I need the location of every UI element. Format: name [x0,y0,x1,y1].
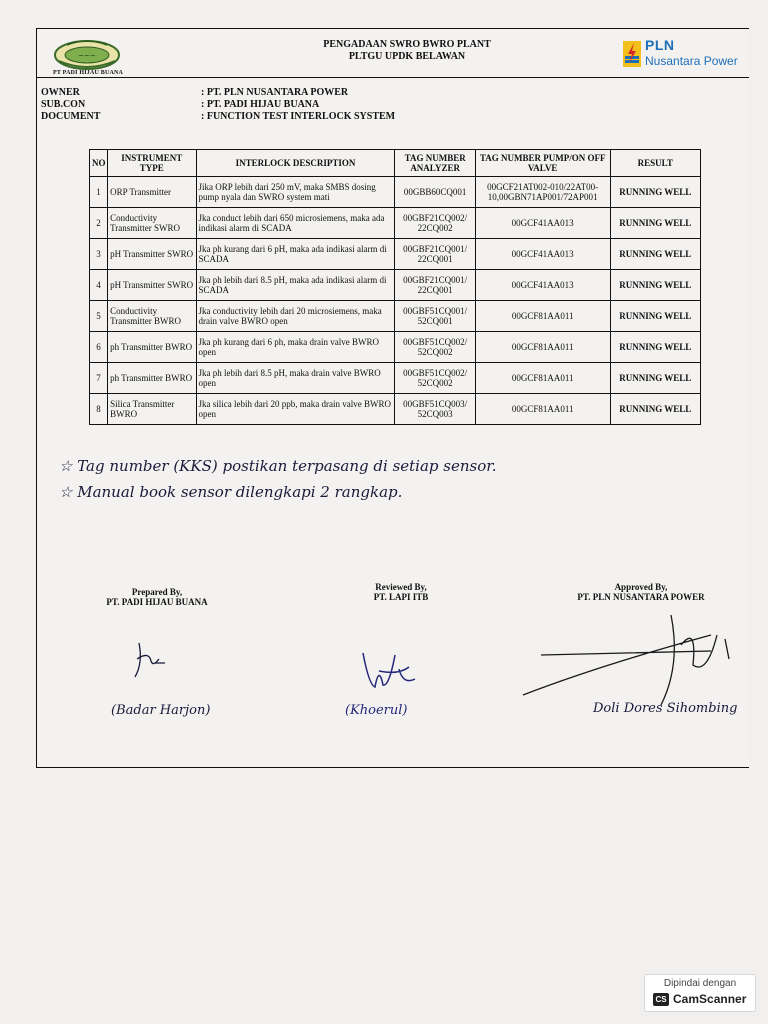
table-row [90,208,701,239]
row-interlock-description: Jka silica lebih dari 20 ppb, maka drain valve BWRO open [196,394,395,425]
row-interlock-description: Jka conductivity lebih dari 20 microsiemens, maka drain valve BWRO open [196,301,395,332]
signature-name-prepared: (Badar Harjon) [111,703,211,718]
table-row [90,270,701,301]
row-interlock-description: Jka ph lebih dari 8.5 pH, maka drain valve BWRO open [196,363,395,394]
row-instrument-type: Conductivity Transmitter SWRO [108,208,196,239]
col-header-tag-analyzer: TAG NUMBER ANALYZER [395,150,475,177]
signature-name-approved: Doli Dores Sihombing [593,701,738,716]
row-tag-pump-valve: 00GCF41AA013 [475,270,610,301]
camscanner-icon: CS [653,993,669,1006]
star-icon: ☆ [59,483,78,501]
col-header-result: RESULT [610,150,700,177]
left-logo-caption: PT PADI HIJAU BUANA [53,70,124,76]
row-result: RUNNING WELL [610,208,700,239]
row-tag-analyzer: 00GBF51CQ001/ 52CQ001 [395,301,475,332]
header-divider [37,77,749,78]
row-interlock-description: Jka ph kurang dari 6 ph, maka drain valve BWRO open [196,332,395,363]
table-header-row [90,150,701,177]
table-row [90,177,701,208]
signature-mark-prepared [121,633,181,683]
meta-key: SUB.CON [41,99,86,110]
row-interlock-description: Jka ph lebih dari 8.5 pH, maka ada indikasi alarm di SCADA [196,270,395,301]
row-result: RUNNING WELL [610,239,700,270]
signature-role: Approved By, [614,582,668,592]
star-icon: ☆ [59,457,78,475]
row-no: 7 [90,363,108,394]
scanner-brand: CamScanner [673,992,747,1006]
table-row [90,363,701,394]
col-header-no: NO [90,150,108,177]
row-instrument-type: Conductivity Transmitter BWRO [108,301,196,332]
row-instrument-type: Silica Transmitter BWRO [108,394,196,425]
row-instrument-type: ph Transmitter BWRO [108,363,196,394]
col-header-instrument-type: INSTRUMENT TYPE [108,150,196,177]
row-result: RUNNING WELL [610,363,700,394]
row-result: RUNNING WELL [610,394,700,425]
table-row [90,394,701,425]
row-interlock-description: Jika ORP lebih dari 250 mV, maka SMBS dosing pump nyala dan SWRO system mati [196,177,395,208]
row-interlock-description: Jka ph kurang dari 6 pH, maka ada indikasi alarm di SCADA [196,239,395,270]
scanner-caption: Dipindai dengan [663,978,737,989]
row-no: 8 [90,394,108,425]
row-tag-analyzer: 00GBF51CQ003/ 52CQ003 [395,394,475,425]
row-tag-analyzer: 00GBF51CQ002/ 52CQ002 [395,363,475,394]
signature-role: Prepared By, [131,587,183,597]
signature-org: PT. PADI HIJAU BUANA [106,597,208,607]
document-subtitle: PLTGU UPDK BELAWAN [348,51,466,62]
signature-block-prepared [57,587,257,607]
signature-role: Reviewed By, [375,582,427,592]
row-instrument-type: pH Transmitter SWRO [108,270,196,301]
row-no: 2 [90,208,108,239]
row-no: 3 [90,239,108,270]
row-tag-pump-valve: 00GCF81AA011 [475,394,610,425]
row-no: 5 [90,301,108,332]
table-row [90,332,701,363]
meta-value: : PT. PLN NUSANTARA POWER [201,87,349,98]
table-row [90,239,701,270]
row-instrument-type: ph Transmitter BWRO [108,332,196,363]
svg-text:~~~: ~~~ [78,52,96,60]
row-tag-analyzer: 00GBF21CQ001/ 22CQ001 [395,239,475,270]
row-tag-analyzer: 00GBF21CQ001/ 22CQ001 [395,270,475,301]
row-no: 1 [90,177,108,208]
row-tag-analyzer: 00GBF21CQ002/ 22CQ002 [395,208,475,239]
row-tag-pump-valve: 00GCF21AT002-010/22AT00-10,00GBN71AP001/72AP001 [475,177,610,208]
row-tag-pump-valve: 00GCF81AA011 [475,332,610,363]
pln-nusantara-power-logo [619,37,749,73]
row-tag-pump-valve: 00GCF41AA013 [475,208,610,239]
note-text: Manual book sensor dilengkapi 2 rangkap. [77,483,403,501]
note-text: Tag number (KKS) postikan terpasang di setiap sensor. [77,457,497,475]
pln-logo-subtitle: Nusantara Power [645,54,738,68]
meta-value: : FUNCTION TEST INTERLOCK SYSTEM [201,111,396,122]
pln-logo-name: PLN [645,37,675,53]
document-sheet [36,28,749,768]
row-tag-pump-valve: 00GCF41AA013 [475,239,610,270]
document-title: PENGADAAN SWRO BWRO PLANT [323,39,491,50]
meta-key: OWNER [41,87,80,98]
row-result: RUNNING WELL [610,270,700,301]
table-body [90,177,701,425]
camscanner-watermark [644,974,756,1012]
interlock-test-table [89,149,701,425]
signature-mark-approved [521,605,741,715]
signature-name-reviewed: (Khoerul) [345,703,408,718]
row-tag-pump-valve: 00GCF81AA011 [475,301,610,332]
col-header-interlock-description: INTERLOCK DESCRIPTION [196,150,395,177]
row-interlock-description: Jka conduct lebih dari 650 microsiemens, maka ada indikasi alarm di SCADA [196,208,395,239]
handwritten-note [59,457,497,475]
signature-block-approved [541,582,741,602]
signature-block-reviewed [301,582,501,602]
pln-lightning-icon [623,41,641,67]
row-no: 4 [90,270,108,301]
meta-value: : PT. PADI HIJAU BUANA [201,99,320,110]
row-no: 6 [90,332,108,363]
meta-key: DOCUMENT [41,111,101,122]
row-tag-pump-valve: 00GCF81AA011 [475,363,610,394]
row-result: RUNNING WELL [610,301,700,332]
col-header-tag-pump-valve: TAG NUMBER PUMP/ON OFF VALVE [475,150,610,177]
row-result: RUNNING WELL [610,177,700,208]
handwritten-note [59,483,402,501]
row-tag-analyzer: 00GBB60CQ001 [395,177,475,208]
signature-org: PT. LAPI ITB [373,592,429,602]
row-instrument-type: ORP Transmitter [108,177,196,208]
table-row [90,301,701,332]
signature-mark-reviewed [359,645,419,695]
row-tag-analyzer: 00GBF51CQ002/ 52CQ002 [395,332,475,363]
row-instrument-type: pH Transmitter SWRO [108,239,196,270]
signature-org: PT. PLN NUSANTARA POWER [577,592,705,602]
row-result: RUNNING WELL [610,332,700,363]
